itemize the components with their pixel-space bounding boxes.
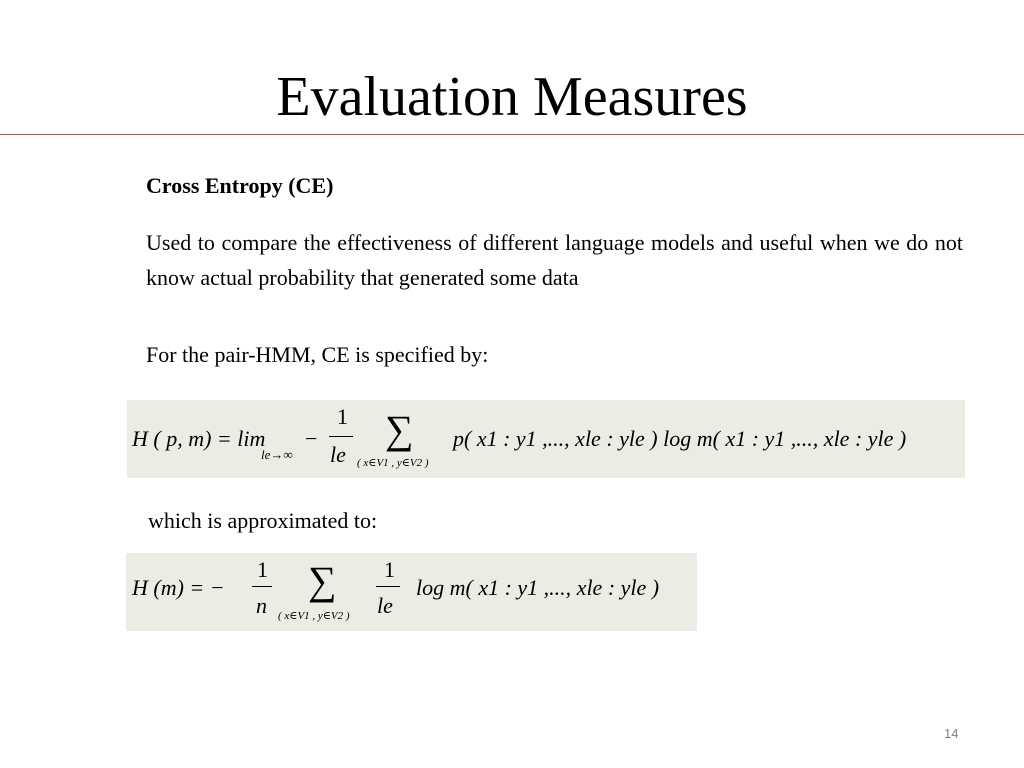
eq1-minus: − — [305, 426, 318, 451]
eq1-fraction-denominator: le — [330, 442, 346, 467]
description-paragraph: Used to compare the effectiveness of different language models and useful when we do not know actual probability that generated some data — [146, 230, 963, 290]
eq2-fraction2-bar — [376, 586, 400, 587]
section-heading: Cross Entropy (CE) — [146, 173, 334, 198]
equation-cross-entropy — [127, 400, 965, 478]
eq1-sum-subscript: ( x∈V1 , y∈V2 ) — [357, 457, 429, 469]
title-divider — [0, 134, 1024, 135]
eq1-sum-symbol: ∑ — [385, 407, 414, 452]
eq2-fraction2-denominator: le — [377, 593, 393, 618]
eq2-fraction2-numerator: 1 — [384, 557, 395, 582]
page-number: 14 — [944, 726, 959, 741]
eq2-sum-symbol: ∑ — [308, 558, 337, 603]
approximation-caption: which is approximated to: — [148, 508, 378, 533]
eq1-fraction-bar — [329, 436, 353, 437]
pair-hmm-paragraph: For the pair-HMM, CE is specified by: — [146, 342, 489, 367]
eq2-fraction1-numerator: 1 — [257, 557, 268, 582]
eq1-rhs: p( x1 : y1 ,..., xle : yle ) log m( x1 : y1 ,..., xle : yle ) — [453, 426, 907, 451]
eq1-lhs: H ( p, m) = lim — [132, 426, 266, 451]
eq2-sum-subscript: ( x∈V1 , y∈V2 ) — [278, 610, 350, 622]
eq2-fraction1-bar — [252, 586, 272, 587]
slide-title: Evaluation Measures — [276, 66, 748, 128]
eq2-rhs: log m( x1 : y1 ,..., xle : yle ) — [416, 575, 660, 600]
eq1-fraction-numerator: 1 — [337, 404, 348, 429]
eq1-lim-subscript: le→∞ — [261, 447, 293, 462]
eq2-lhs: H (m) = − — [132, 575, 225, 600]
eq2-fraction1-denominator: n — [256, 593, 267, 618]
equation-approximation — [126, 553, 697, 631]
